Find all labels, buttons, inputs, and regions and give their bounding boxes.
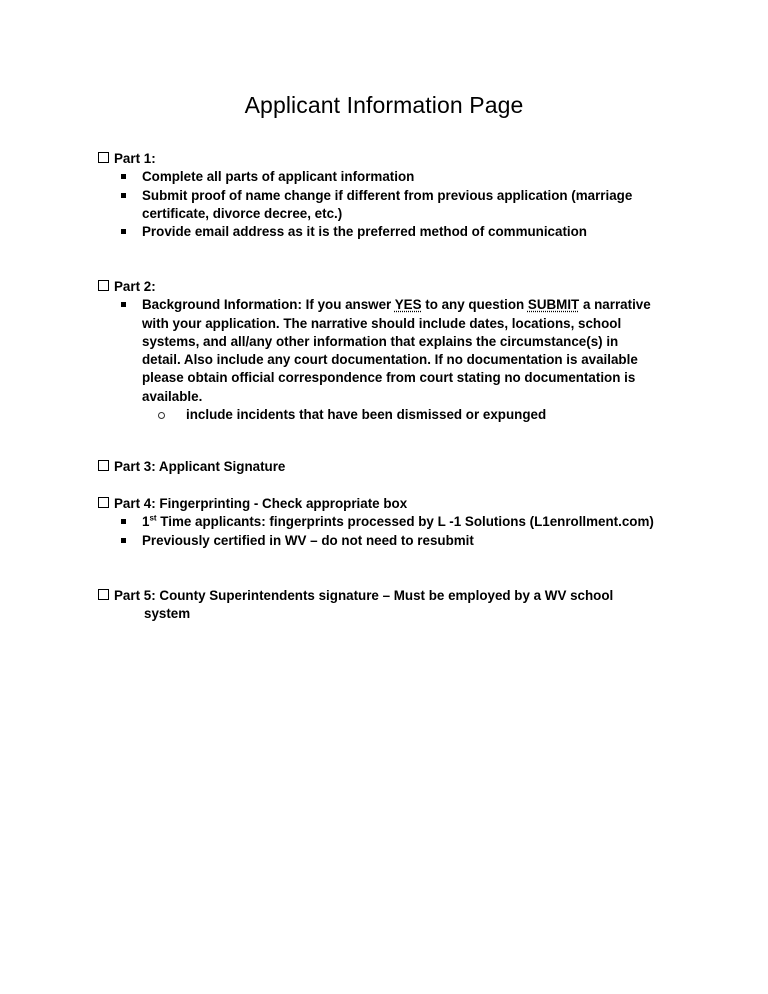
square-bullet-icon (121, 174, 126, 179)
part-2-section (98, 278, 658, 424)
part-1-list (98, 168, 658, 241)
square-bullet-icon (121, 193, 126, 198)
list-item-text: Provide email address as it is the preferred method of communication (142, 224, 587, 240)
checkbox-icon[interactable] (98, 460, 109, 471)
list-item (98, 513, 658, 531)
background-text-prefix: Background Information: If you answer (142, 297, 395, 313)
part-4-heading (98, 495, 658, 513)
square-bullet-icon (121, 302, 126, 307)
checkbox-icon[interactable] (98, 152, 109, 163)
part-2-list (98, 296, 658, 424)
page-title: Applicant Information Page (244, 92, 524, 118)
part-5-section (98, 587, 658, 624)
background-text-middle: to any question (421, 297, 528, 313)
part-1-heading (98, 150, 658, 168)
list-item (98, 223, 658, 241)
part-1-label: Part 1: (114, 151, 156, 166)
part-4-label: Part 4: Fingerprinting - Check appropriate box (114, 496, 408, 511)
part-5-heading (98, 587, 658, 624)
part-3-label: Part 3: Applicant Signature (114, 459, 286, 474)
list-item-text: Submit proof of name change if different from previous application (marriage certificate, divorce decree, etc.) (142, 187, 633, 221)
part-2-sublist (142, 406, 658, 424)
part-1-section (98, 150, 658, 241)
part-2-label: Part 2: (114, 279, 156, 294)
list-item-text: Time applicants: fingerprints processed by L -1 Solutions (L1enrollment.com) (156, 514, 654, 530)
background-text-suffix: a narrative with your application. The narrative should include dates, locations, school systems, and all/any other information that explains the circumstance(s) in detail. Also include any court documentation. If no documentation is available please obtain official correspondence from court stating no documentation is available. (142, 297, 651, 404)
ordinal-number: 1 (142, 514, 150, 530)
checkbox-icon[interactable] (98, 497, 109, 508)
square-bullet-icon (121, 538, 126, 543)
square-bullet-icon (121, 519, 126, 524)
circle-bullet-icon (158, 412, 165, 419)
part-2-heading (98, 278, 658, 296)
sub-list-item-text: include incidents that have been dismissed or expunged (186, 407, 547, 423)
list-item (98, 296, 658, 424)
part-5-label: Part 5: County Superintendents signature – Must be employed by a WV school system (114, 588, 614, 622)
list-item (98, 168, 658, 186)
submit-emphasis: SUBMIT (527, 297, 580, 313)
list-item (98, 187, 658, 224)
list-item-text: Complete all parts of applicant information (142, 169, 415, 185)
list-item (98, 532, 658, 550)
list-item-text: Previously certified in WV – do not need to resubmit (142, 532, 474, 548)
yes-emphasis: YES (394, 297, 422, 313)
part-4-section (98, 495, 658, 550)
sub-list-item (98, 406, 658, 424)
checkbox-icon[interactable] (98, 280, 109, 291)
checkbox-icon[interactable] (98, 589, 109, 600)
ordinal-suffix: st (149, 513, 157, 523)
square-bullet-icon (121, 229, 126, 234)
part-4-list (98, 513, 658, 550)
part-3-section (98, 458, 658, 476)
part-3-heading (98, 458, 658, 476)
